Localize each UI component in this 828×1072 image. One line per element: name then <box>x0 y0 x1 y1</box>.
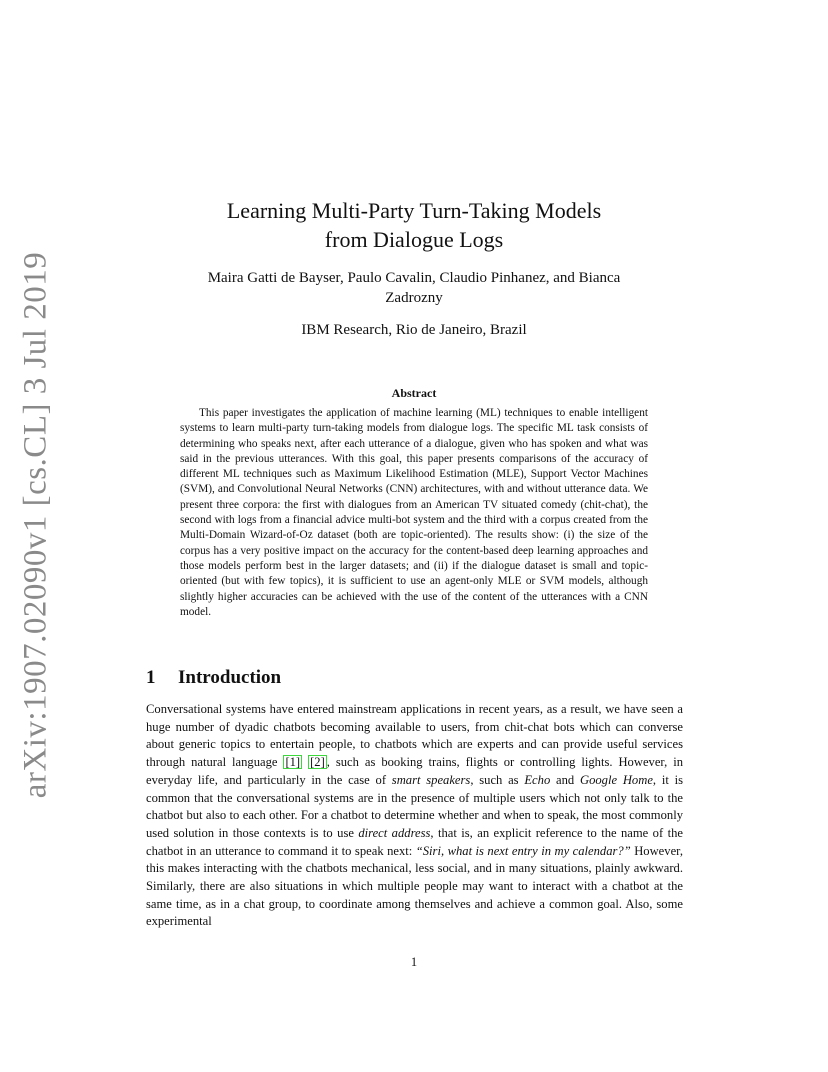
intro-text-segment: , that is, an explicit reference to the name of the chatbot in an utterance to command it to speak next: <box>146 825 683 858</box>
paper-authors <box>120 268 708 308</box>
page-number: 1 <box>410 955 418 969</box>
introduction-paragraph <box>146 701 683 931</box>
emphasis-smart-speakers: smart speakers <box>391 772 471 787</box>
emphasis-google-home: Google Home <box>579 772 653 787</box>
intro-text-segment: , it is common that the conversational systems are in the presence of multiple users which not only talk to the chatbot but also to each other. For a chatbot to determine whether and when to speak, the most commonly used solution in those contexts is to use <box>146 772 683 840</box>
section-title: Introduction <box>178 667 282 688</box>
citation-link-2[interactable]: [2] <box>310 755 325 770</box>
author-affiliation: IBM Research, Rio de Janeiro, Brazil <box>301 322 527 338</box>
intro-text-segment: However, this makes interacting with the chatbots mechanical, less social, and in many situations, plainly awkward. Similarly, there are also situations in which multiple people may want to interact with a chatbot at the same time, as in a chat group, to coordinate among themselves and achieve a common goal. Also, some experimental <box>146 843 683 929</box>
arxiv-identifier: arXiv:1907.02090v1 [cs.CL] 3 Jul 2019 <box>17 251 54 799</box>
emphasis-direct-address: direct address <box>358 825 431 840</box>
section-number: 1 <box>146 667 156 688</box>
paper-title-line-2: from Dialogue Logs <box>324 227 504 252</box>
intro-text-segment: , such as <box>470 772 525 787</box>
authors-line-1: Maira Gatti de Bayser, Paulo Cavalin, Claudio Pinhanez, and Bianca <box>207 270 621 286</box>
citation-link-1[interactable]: [1] <box>285 755 301 770</box>
authors-line-2: Zadrozny <box>385 290 443 306</box>
abstract-heading: Abstract <box>391 386 437 400</box>
paper-title <box>120 196 708 254</box>
intro-text-segment: Conversational systems have entered mainstream applications in recent years, as a result, we have seen a huge number of dyadic chatbots becoming available to users, from chit-chat bots which can converse about generic topics to entertain people, to chatbots which are experts and can provide useful services through natural language <box>146 702 683 770</box>
emphasis-siri-quote: “Siri, what is next entry in my calendar?” <box>415 843 631 858</box>
intro-text-segment: , such as booking trains, flights or controlling lights. However, in everyday life, and particularly in the case of <box>146 755 684 787</box>
emphasis-echo: Echo <box>524 772 551 787</box>
abstract-text: This paper investigates the application of machine learning (ML) techniques to enable intelligent systems to learn multi-party turn-taking models from dialogue logs. The specific ML task consists of determining who speaks next, after each utterance of a dialogue, given who has spoken and what was said in the previous utterances. With this goal, this paper presents comparisons of the accuracy of different ML techniques such as Maximum Likelihood Estimation (MLE), Support Vector Machines (SVM), and Convolutional Neural Networks (CNN) architectures, with and without utterance data. We present three corpora: the first with dialogues from an American TV situated comedy (chit-chat), the second with logs from a financial advice multi-bot system and the third with a corpus created from the Multi-Domain Wizard-of-Oz dataset (both are topic-oriented). The results show: (i) the size of the corpus has a very positive impact on the accuracy for the content-based deep learning approaches and those models perform best in the larger datasets; and (ii) if the dialogue dataset is small and topic-oriented (but with few topics), it is sufficient to use an agent-only MLE or SVM models, although slightly higher accuracies can be achieved with the use of the content of the utterances with a CNN model. <box>180 407 648 618</box>
paper-title-line-1: Learning Multi-Party Turn-Taking Models <box>226 198 602 223</box>
section-heading-introduction <box>146 667 281 689</box>
intro-text-segment: and <box>550 772 580 787</box>
